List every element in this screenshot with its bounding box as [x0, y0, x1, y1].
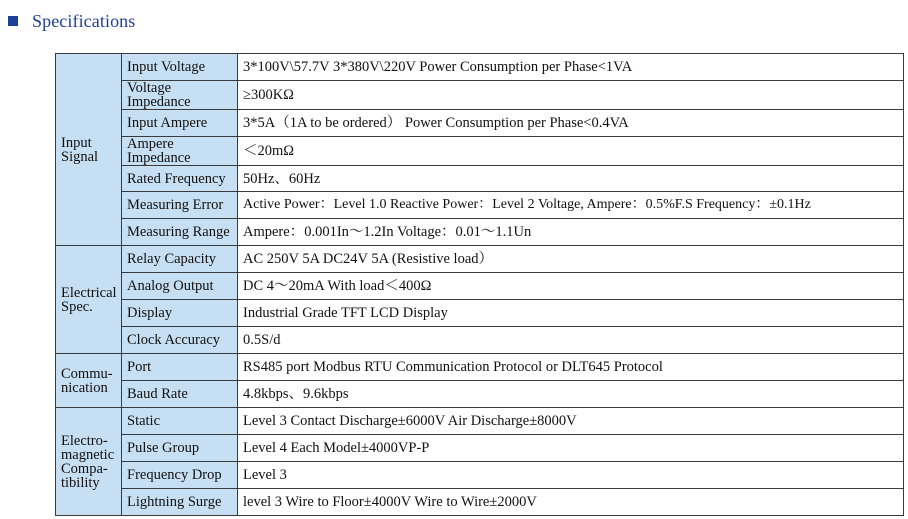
param-value: 3*100V\57.7V 3*380V\220V Power Consumption per Phase<1VA [238, 54, 904, 81]
table-row [56, 354, 904, 381]
param-label: Relay Capacity [122, 246, 238, 273]
param-label: Ampere Impedance [122, 137, 238, 166]
section-title: Specifications [32, 10, 136, 31]
table-row [56, 435, 904, 462]
param-value: ≥300KΩ [238, 81, 904, 110]
param-label: Pulse Group [122, 435, 238, 462]
table-row [56, 462, 904, 489]
param-value: Level 3 Contact Discharge±6000V Air Discharge±8000V [238, 408, 904, 435]
param-value: Industrial Grade TFT LCD Display [238, 300, 904, 327]
param-value: DC 4～20mA With load＜400Ω [238, 273, 904, 300]
param-label: Frequency Drop [122, 462, 238, 489]
table-row [56, 381, 904, 408]
param-value: 4.8kbps、9.6kbps [238, 381, 904, 408]
param-label: Clock Accuracy [122, 327, 238, 354]
param-label: Rated Frequency [122, 166, 238, 192]
param-label: Port [122, 354, 238, 381]
param-label: Baud Rate [122, 381, 238, 408]
param-value: Active Power：Level 1.0 Reactive Power：Level 2 Voltage, Ampere：0.5%F.S Frequency：±0.1Hz [238, 192, 904, 219]
specifications-table [55, 53, 904, 516]
param-label: Voltage Impedance [122, 81, 238, 110]
table-row [56, 408, 904, 435]
param-value: Ampere：0.001In～1.2In Voltage：0.01～1.1Un [238, 219, 904, 246]
table-row [56, 81, 904, 110]
param-value: Level 3 [238, 462, 904, 489]
group-label-input-signal: Input Signal [56, 54, 122, 246]
table-row [56, 219, 904, 246]
param-label: Input Voltage [122, 54, 238, 81]
param-label: Lightning Surge [122, 489, 238, 516]
param-value: ＜20mΩ [238, 137, 904, 166]
param-label: Display [122, 300, 238, 327]
group-label-electrical-spec: Electrical Spec. [56, 246, 122, 354]
table-row [56, 54, 904, 81]
table-row [56, 110, 904, 137]
table-row [56, 273, 904, 300]
table-row [56, 327, 904, 354]
group-label-communication: Commu- nication [56, 354, 122, 408]
table-row [56, 300, 904, 327]
param-label: Input Ampere [122, 110, 238, 137]
table-row [56, 246, 904, 273]
table-row [56, 489, 904, 516]
square-bullet-icon [8, 16, 18, 26]
param-value: RS485 port Modbus RTU Communication Protocol or DLT645 Protocol [238, 354, 904, 381]
param-value: AC 250V 5A DC24V 5A (Resistive load） [238, 246, 904, 273]
param-value: level 3 Wire to Floor±4000V Wire to Wire±2000V [238, 489, 904, 516]
param-value: 50Hz、60Hz [238, 166, 904, 192]
param-label: Analog Output [122, 273, 238, 300]
table-row [56, 192, 904, 219]
param-label: Measuring Error [122, 192, 238, 219]
table-row [56, 166, 904, 192]
param-value: Level 4 Each Model±4000VP-P [238, 435, 904, 462]
param-value: 3*5A（1A to be ordered） Power Consumption per Phase<0.4VA [238, 110, 904, 137]
group-label-emc: Electro- magnetic Compa- tibility [56, 408, 122, 516]
section-heading [8, 9, 135, 33]
param-value: 0.5S/d [238, 327, 904, 354]
param-label: Static [122, 408, 238, 435]
param-label: Measuring Range [122, 219, 238, 246]
table-row [56, 137, 904, 166]
